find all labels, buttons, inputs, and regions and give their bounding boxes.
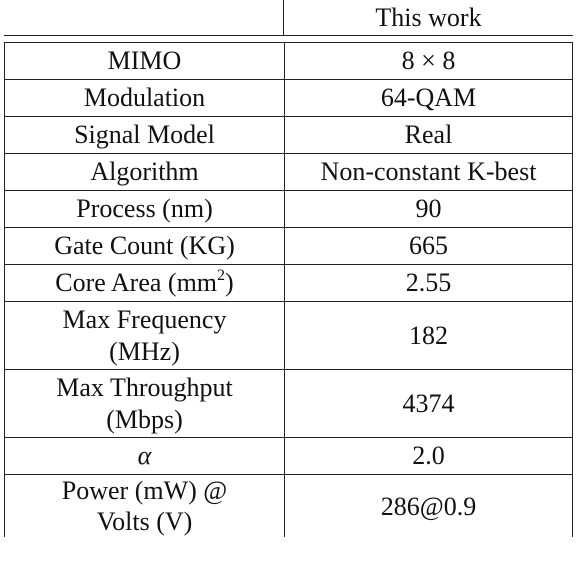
row-label-prefix: Core Area (mm	[55, 268, 218, 298]
table-row	[5, 80, 573, 117]
row-value: 64-QAM	[285, 80, 573, 117]
header-row	[4, 0, 573, 36]
row-value: 4374	[285, 370, 573, 438]
row-label-line2: Volts (V)	[96, 507, 193, 537]
row-label: Gate Count (KG)	[5, 228, 285, 265]
row-value: Real	[285, 117, 573, 154]
table-row	[5, 154, 573, 191]
header-table	[4, 0, 573, 36]
table-row	[5, 475, 573, 538]
row-value: 90	[285, 191, 573, 228]
table-row	[5, 265, 573, 302]
row-label: MIMO	[5, 43, 285, 80]
table-row	[5, 438, 573, 475]
row-label	[5, 265, 285, 302]
row-label: Algorithm	[5, 154, 285, 191]
table-row	[5, 43, 573, 80]
comparison-table	[4, 42, 573, 537]
row-label-line1: Power (mW) @	[61, 476, 228, 505]
row-label-line2: (Mbps)	[106, 404, 183, 434]
row-label-line1: Max Throughput	[56, 373, 233, 403]
row-value: 182	[285, 302, 573, 370]
row-label: Signal Model	[5, 117, 285, 154]
header-this-work: This work	[284, 0, 574, 36]
row-value: 665	[285, 228, 573, 265]
header-empty-cell	[4, 0, 284, 36]
table-row	[5, 117, 573, 154]
row-label	[5, 302, 285, 370]
table-row	[5, 228, 573, 265]
table-row	[5, 370, 573, 438]
row-label-suffix: )	[225, 268, 234, 298]
table-row	[5, 191, 573, 228]
row-label: Modulation	[5, 80, 285, 117]
row-value: Non-constant K-best	[285, 154, 573, 191]
row-label: α	[5, 438, 285, 475]
row-label-line1: Max Frequency	[62, 305, 227, 335]
row-value: 8 × 8	[285, 43, 573, 80]
row-label-superscript: 2	[217, 267, 226, 285]
row-value: 2.0	[285, 438, 573, 475]
row-label-line2: (MHz)	[109, 336, 180, 366]
row-label: Process (nm)	[5, 191, 285, 228]
row-label	[5, 370, 285, 438]
row-label	[5, 475, 285, 538]
row-value: 286@0.9	[285, 475, 573, 538]
row-value: 2.55	[285, 265, 573, 302]
table-row	[5, 302, 573, 370]
